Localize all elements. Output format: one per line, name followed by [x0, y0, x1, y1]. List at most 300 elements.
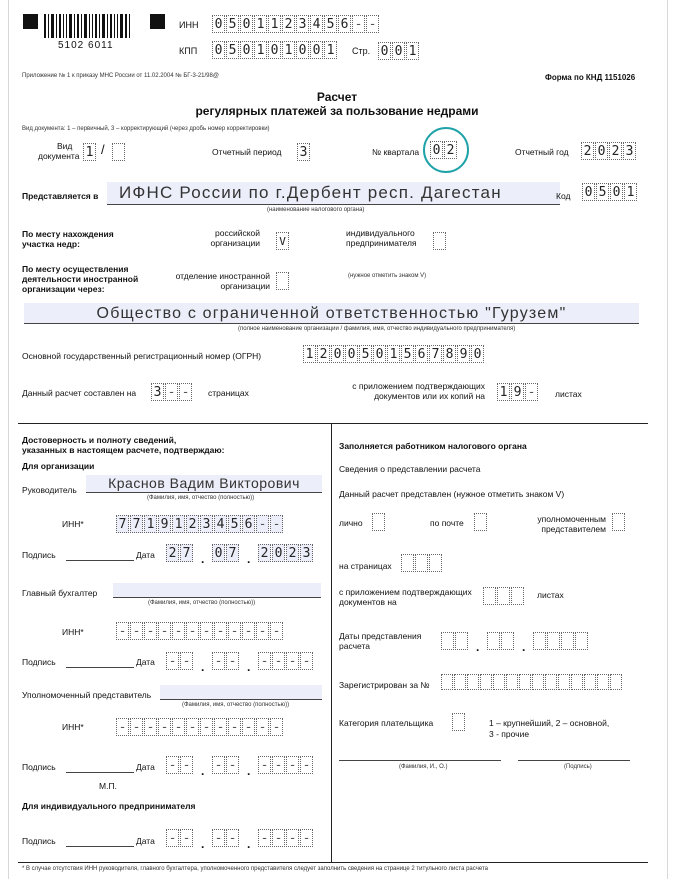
char-cell: 0 — [373, 345, 386, 363]
rep-date-month — [212, 756, 240, 774]
order-note: Приложение № 1 к приказу МНС России от 11.02.2004 № БГ-3-21/98@ — [22, 73, 219, 79]
category-note: 1 – крупнейший, 2 – основной, — [489, 718, 610, 728]
char-cell: - — [158, 718, 171, 736]
date-dot: . — [476, 640, 480, 654]
rep-inn-label: ИНН* — [62, 722, 84, 732]
head-date-year — [258, 544, 314, 562]
char-cell — [545, 674, 557, 690]
organization-name-underline — [24, 323, 639, 324]
char-cell: 5 — [228, 515, 241, 533]
foreign-label-3: организации через: — [22, 284, 105, 294]
head-label: Руководитель — [22, 485, 77, 495]
officer-sign-caption: (Подпись) — [564, 764, 592, 770]
tax-authority-caption: (наименование налогового органа) — [267, 207, 365, 213]
char-cell — [474, 513, 487, 531]
char-cell: - — [180, 829, 193, 847]
date-dot: . — [247, 552, 251, 566]
char-cell — [571, 674, 583, 690]
char-cell: 0 — [240, 41, 253, 59]
location-label-2: участка недр: — [22, 239, 80, 249]
accountant-date-label: Дата — [136, 657, 155, 667]
char-cell: - — [180, 756, 193, 774]
char-cell: - — [270, 718, 283, 736]
char-cell: 1 — [282, 41, 295, 59]
by-mail-label: по почте — [430, 518, 464, 528]
ip-sign-line — [66, 846, 134, 847]
officer-sign-line — [518, 760, 630, 761]
char-cell: 6 — [338, 15, 351, 33]
char-cell: 1 — [406, 42, 419, 60]
by-rep-cells[interactable] — [612, 513, 626, 531]
char-cell: - — [286, 756, 299, 774]
char-cell: - — [186, 622, 199, 640]
char-cell: 1 — [624, 183, 637, 201]
char-cell: - — [226, 756, 239, 774]
ip-date-day — [166, 829, 194, 847]
char-cell — [497, 587, 510, 605]
doc-type-label: Вид — [57, 141, 73, 151]
char-cell: - — [256, 718, 269, 736]
quarter-label: № квартала — [372, 147, 420, 157]
char-cell: - — [200, 622, 213, 640]
char-cell: - — [226, 829, 239, 847]
accountant-sign-label: Подпись — [22, 657, 56, 667]
rep-name-field[interactable] — [160, 685, 322, 699]
char-cell: 0 — [240, 15, 253, 33]
russian-org-mark: V — [276, 232, 289, 250]
char-cell — [467, 674, 479, 690]
char-cell: 7 — [116, 515, 129, 533]
corner-marker — [150, 14, 165, 29]
r-date-month — [487, 632, 515, 650]
rep-inn-cells — [116, 718, 284, 736]
attach-unit: листах — [555, 389, 582, 399]
char-cell: 2 — [186, 515, 199, 533]
char-cell: 0 — [268, 41, 281, 59]
char-cell — [533, 632, 546, 650]
for-ip-label: Для индивидуального предпринимателя — [22, 801, 196, 811]
char-cell: 1 — [497, 383, 510, 401]
char-cell: - — [130, 622, 143, 640]
char-cell: - — [272, 756, 285, 774]
char-cell: 0 — [212, 544, 225, 562]
rep-underline — [160, 699, 322, 700]
char-cell — [547, 632, 560, 650]
by-rep-label: уполномоченным — [537, 514, 606, 524]
russian-org-label-2: организации — [210, 238, 260, 248]
char-cell: 1 — [254, 41, 267, 59]
organization-name-field[interactable]: Общество с ограниченной ответственностью "Гурузем" — [24, 303, 639, 323]
inn-label: ИНН — [179, 20, 199, 30]
accountant-name-field[interactable] — [113, 583, 321, 597]
char-cell: 1 — [387, 345, 400, 363]
char-cell: 1 — [254, 15, 267, 33]
date-submitted-label-2: расчета — [339, 641, 371, 651]
category-note-2: 3 - прочие — [489, 729, 530, 739]
accountant-sign-line — [66, 667, 134, 668]
accountant-inn-label: ИНН* — [62, 627, 84, 637]
tax-officer-title: Заполняется работником налогового органа — [339, 441, 527, 451]
code-label: Код — [556, 191, 571, 201]
char-cell: 5 — [401, 345, 414, 363]
char-cell — [493, 674, 505, 690]
char-cell: - — [214, 718, 227, 736]
r-date-day — [441, 632, 469, 650]
char-cell: - — [258, 756, 271, 774]
char-cell: 7 — [226, 544, 239, 562]
char-cell: 0 — [310, 41, 323, 59]
date-dot: . — [201, 837, 205, 851]
submission-info: Сведения о представлении расчета — [339, 464, 481, 474]
char-cell: - — [172, 718, 185, 736]
char-cell — [454, 674, 466, 690]
char-cell: - — [272, 652, 285, 670]
head-sign-label: Подпись — [22, 550, 56, 560]
doc-type-cell — [83, 143, 97, 161]
russian-org-checkbox[interactable] — [276, 232, 290, 250]
on-pages-label: на страницах — [339, 561, 392, 571]
char-cell: 1 — [324, 41, 337, 59]
char-cell — [441, 674, 453, 690]
footnote: * В случае отсутствия ИНН руководителя, главного бухгалтера, уполномоченного представителя следует заполнить сведения на странице 2 титульного листа расчета — [22, 866, 488, 872]
confirm-title: Достоверность и полноту сведений, — [22, 435, 177, 445]
individual-checkbox[interactable] — [433, 232, 447, 250]
ip-date-month — [212, 829, 240, 847]
char-cell: 2 — [282, 15, 295, 33]
head-inn-label: ИНН* — [62, 519, 84, 529]
char-cell: 0 — [610, 183, 623, 201]
page-number-cells — [378, 42, 420, 60]
foreign-label: По месту осуществления — [22, 264, 129, 274]
char-cell: 9 — [511, 383, 524, 401]
char-cell: 3 — [151, 383, 164, 401]
doc-type-value: 1 — [83, 143, 96, 161]
foreign-branch-label: отделение иностранной — [175, 271, 270, 281]
accountant-date-month — [212, 652, 240, 670]
foreign-label-2: деятельности иностранной — [22, 274, 139, 284]
pages-cells — [151, 383, 193, 401]
char-cell: 0 — [471, 345, 484, 363]
code-cells — [582, 183, 638, 201]
attach-label: с приложением подтверждающих — [352, 381, 485, 391]
char-cell — [487, 632, 500, 650]
char-cell: - — [166, 829, 179, 847]
accountant-fio-caption: (Фамилия, имя, отчество (полностью)) — [148, 600, 256, 606]
sheets-label: листах — [537, 590, 564, 600]
char-cell — [584, 674, 596, 690]
registered-cells — [441, 674, 623, 690]
form-subtitle: регулярных платежей за пользование недрами — [195, 104, 479, 118]
accountant-underline — [113, 597, 321, 598]
correction-cells — [112, 143, 126, 161]
char-cell: 5 — [226, 41, 239, 59]
char-cell: - — [212, 652, 225, 670]
char-cell: - — [256, 622, 269, 640]
attach-docs-label-2: документов на — [339, 597, 397, 607]
char-cell: - — [172, 622, 185, 640]
char-cell: 5 — [359, 345, 372, 363]
char-cell: - — [242, 718, 255, 736]
page-label: Стр. — [352, 46, 371, 56]
attach-docs-label: с приложением подтверждающих — [339, 587, 472, 597]
char-cell: 7 — [180, 544, 193, 562]
char-cell: 6 — [415, 345, 428, 363]
char-cell — [612, 513, 625, 531]
char-cell: - — [352, 15, 365, 33]
char-cell — [429, 554, 442, 572]
char-cell: 1 — [172, 515, 185, 533]
accountant-date-year — [258, 652, 314, 670]
char-cell: 3 — [300, 544, 313, 562]
char-cell: 7 — [130, 515, 143, 533]
tax-authority-field[interactable]: ИФНС России по г.Дербент респ. Дагестан — [107, 182, 560, 204]
attach-cells — [497, 383, 539, 401]
period-cell — [297, 143, 311, 161]
officer-fio-caption: (Фамилия, И., О.) — [399, 764, 448, 770]
org-inn-cells — [212, 15, 380, 33]
char-cell: - — [300, 652, 313, 670]
individual-label: индивидуального — [346, 228, 415, 238]
char-cell — [532, 674, 544, 690]
char-cell — [441, 632, 454, 650]
r-date-year — [533, 632, 589, 650]
char-cell: - — [258, 652, 271, 670]
char-cell: 7 — [429, 345, 442, 363]
char-cell — [558, 674, 570, 690]
char-cell: - — [270, 515, 283, 533]
rep-sign-label: Подпись — [22, 762, 56, 772]
char-cell — [455, 632, 468, 650]
char-cell — [561, 632, 574, 650]
char-cell: 0 — [430, 141, 443, 159]
char-cell — [480, 674, 492, 690]
mark-note: (нужное отметить знаком V) — [348, 273, 427, 279]
accountant-label: Главный бухгалтер — [22, 588, 98, 598]
char-cell: - — [186, 718, 199, 736]
date-submitted-label: Даты представления — [339, 631, 422, 641]
char-cell: 0 — [345, 345, 358, 363]
char-cell — [575, 632, 588, 650]
submitted-how-label: Данный расчет представлен (нужное отметить знаком V) — [339, 489, 565, 499]
in-person-cells[interactable] — [372, 513, 386, 531]
char-cell: - — [116, 622, 129, 640]
char-cell — [506, 674, 518, 690]
char-cell: 3 — [623, 142, 636, 160]
char-cell: 1 — [144, 515, 157, 533]
char-cell: 4 — [310, 15, 323, 33]
date-dot: . — [247, 764, 251, 778]
ogrn-cells — [303, 345, 485, 363]
char-cell: - — [300, 829, 313, 847]
confirm-title-2: указанных в настоящем расчете, подтверждаю: — [22, 445, 225, 455]
registered-label: Зарегистрирован за № — [339, 680, 430, 690]
char-cell: - — [300, 756, 313, 774]
russian-org-label: российской — [215, 228, 260, 238]
head-inn-cells — [116, 515, 284, 533]
char-cell — [401, 554, 414, 572]
char-cell: - — [272, 829, 285, 847]
char-cell: - — [212, 829, 225, 847]
char-cell: 2 — [444, 141, 457, 159]
section-divider — [18, 423, 648, 424]
year-cells — [581, 142, 637, 160]
char-cell: 5 — [226, 15, 239, 33]
char-cell: 5 — [324, 15, 337, 33]
pages-label: Данный расчет составлен на — [22, 388, 137, 398]
char-cell: - — [286, 652, 299, 670]
char-cell: - — [212, 756, 225, 774]
date-dot: . — [522, 640, 526, 654]
char-cell: 0 — [378, 42, 391, 60]
date-dot: . — [201, 764, 205, 778]
char-cell: - — [286, 829, 299, 847]
char-cell — [511, 587, 524, 605]
accountant-date-day — [166, 652, 194, 670]
head-date-month — [212, 544, 240, 562]
char-cell: 0 — [392, 42, 405, 60]
char-cell: 2 — [581, 142, 594, 160]
doc-type-label-2: документа — [38, 151, 80, 161]
column-divider — [331, 423, 332, 863]
date-dot: . — [201, 552, 205, 566]
submitted-label: Представляется в — [22, 191, 99, 201]
char-cell — [415, 554, 428, 572]
on-pages-cells — [401, 554, 443, 572]
rep-label: Уполномоченный представитель — [22, 690, 152, 700]
stamp-label: М.П. — [99, 781, 117, 791]
date-dot: . — [201, 660, 205, 674]
char-cell: 0 — [595, 142, 608, 160]
char-cell: 2 — [286, 544, 299, 562]
pages-unit: страницах — [208, 388, 249, 398]
year-label: Отчетный год — [515, 147, 569, 157]
doc-type-sep: / — [101, 142, 105, 157]
ip-date-label: Дата — [136, 836, 155, 846]
char-cell: - — [158, 622, 171, 640]
char-cell: 3 — [296, 15, 309, 33]
footer-divider — [18, 862, 648, 863]
location-label: По месту нахождения — [22, 229, 114, 239]
char-cell — [372, 513, 385, 531]
tax-authority-underline — [107, 204, 560, 205]
char-cell: 6 — [242, 515, 255, 533]
category-label: Категория плательщика — [339, 718, 434, 728]
char-cell: - — [116, 718, 129, 736]
char-cell: 3 — [200, 515, 213, 533]
char-cell: 9 — [158, 515, 171, 533]
foreign-branch-label-2: организации — [220, 281, 270, 291]
ip-date-year — [258, 829, 314, 847]
in-person-label: лично — [339, 518, 363, 528]
char-cell: 0 — [212, 41, 225, 59]
char-cell: 2 — [166, 544, 179, 562]
rep-fio-caption: (Фамилия, имя, отчество (полностью)) — [182, 702, 290, 708]
char-cell: - — [144, 622, 157, 640]
char-cell: - — [366, 15, 379, 33]
barcode — [44, 14, 144, 38]
char-cell — [501, 632, 514, 650]
char-cell: - — [228, 622, 241, 640]
attach-docs-cells — [483, 587, 525, 605]
corner-marker — [23, 14, 38, 29]
quarter-cells — [430, 141, 458, 159]
char-cell: - — [256, 515, 269, 533]
date-dot: . — [247, 660, 251, 674]
char-cell — [610, 674, 622, 690]
rep-date-label: Дата — [136, 762, 155, 772]
char-cell: 9 — [457, 345, 470, 363]
char-cell: 2 — [317, 345, 330, 363]
period-label: Отчетный период — [212, 147, 282, 157]
head-name-underline — [86, 492, 322, 493]
char-cell: 0 — [331, 345, 344, 363]
char-cell: 4 — [214, 515, 227, 533]
char-cell: - — [200, 718, 213, 736]
char-cell: - — [214, 622, 227, 640]
char-cell: 0 — [582, 183, 595, 201]
char-cell: - — [525, 383, 538, 401]
ip-sign-label: Подпись — [22, 836, 56, 846]
accountant-inn-cells — [116, 622, 284, 640]
date-dot: . — [247, 837, 251, 851]
char-cell: - — [242, 622, 255, 640]
char-cell: - — [165, 383, 178, 401]
doc-type-note: Вид документа: 1 – первичный, 3 – корректирующий (через дробь номер корректировки) — [22, 126, 270, 132]
char-cell: 5 — [596, 183, 609, 201]
by-mail-cells[interactable] — [474, 513, 488, 531]
char-cell: - — [180, 652, 193, 670]
individual-label-2: предпринимателя — [346, 238, 417, 248]
char-cell — [519, 674, 531, 690]
rep-date-day — [166, 756, 194, 774]
char-cell: 0 — [272, 544, 285, 562]
char-cell — [452, 713, 465, 731]
char-cell: - — [179, 383, 192, 401]
char-cell: 2 — [258, 544, 271, 562]
char-cell: 1 — [268, 15, 281, 33]
char-cell — [483, 587, 496, 605]
char-cell: - — [228, 718, 241, 736]
foreign-branch-checkbox[interactable] — [276, 272, 290, 290]
char-cell: 1 — [303, 345, 316, 363]
barcode-number: 5102 6011 — [58, 40, 114, 51]
org-kpp-cells — [212, 41, 338, 59]
char-cell: - — [144, 718, 157, 736]
attach-label-2: документов или их копий на — [374, 391, 485, 401]
char-cell: 2 — [609, 142, 622, 160]
by-rep-label-2: представителем — [541, 524, 606, 534]
rep-date-year — [258, 756, 314, 774]
officer-fio-line — [339, 760, 501, 761]
char-cell: - — [258, 829, 271, 847]
organization-caption: (полное наименование организации / фамилия, имя, отчество индивидуального предпринимателя) — [238, 326, 516, 332]
head-date-label: Дата — [136, 550, 155, 560]
char-cell: 8 — [443, 345, 456, 363]
char-cell: - — [166, 652, 179, 670]
char-cell: 0 — [212, 15, 225, 33]
head-sign-line — [66, 560, 134, 561]
char-cell: - — [166, 756, 179, 774]
char-cell: - — [130, 718, 143, 736]
head-fio-caption: (Фамилия, имя, отчество (полностью)) — [147, 495, 255, 501]
char-cell — [597, 674, 609, 690]
head-name-field[interactable]: Краснов Вадим Викторович — [86, 475, 322, 492]
head-date-day — [166, 544, 194, 562]
char-cell: 0 — [296, 41, 309, 59]
char-cell: - — [226, 652, 239, 670]
category-cell — [452, 713, 466, 731]
form-code: Форма по КНД 1151026 — [545, 73, 636, 82]
